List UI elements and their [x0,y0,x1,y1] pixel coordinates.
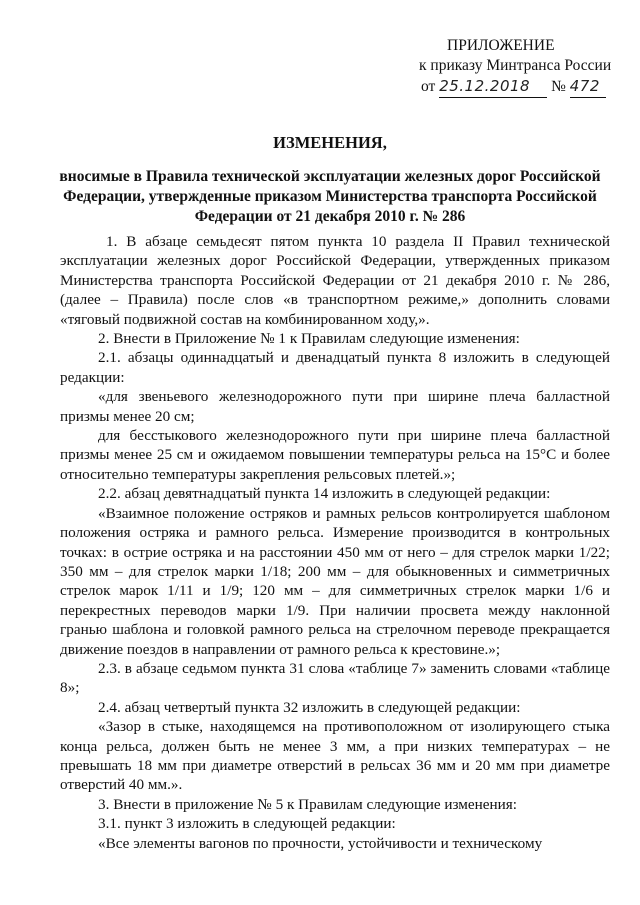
paragraph: 1. В абзаце семьдесят пятом пункта 10 раздела II Правил технической эксплуатации железных дорог Российской Федерации, утвержденных приказом Министерства транспорта Российской Федерации от 21 декабря 2010 г. № 286, (далее – Правила) после слов «в транспортном режиме,» дополнить словами «тяговый подвижной состав на комбинированном ходу,». [60,233,610,328]
paragraph: «Все элементы вагонов по прочности, устойчивости и техническому [98,834,543,852]
paragraph: 3. Внести в приложение № 5 к Правилам следующие изменения: [98,795,517,813]
annex-order-line: к приказу Минтранса России [419,57,612,74]
paragraph: 3.1. пункт 3 изложить в следующей редакции: [98,815,396,833]
annex-from-label: от [421,78,436,95]
paragraph: «Зазор в стыке, находящемся на противоположном от изолирующего стыка конца рельса, должен быть не менее 3 мм, а при низких температурах – не превышать 18 мм при диаметре отверстий в рельсах 36 мм и 20 мм при диаметре отверстий 40 мм.». [60,718,610,794]
paragraph: 2.3. в абзаце седьмом пункта 31 слова «таблице 7» заменить словами «таблице 8»; [60,659,610,697]
heading-subtitle-line: вносимые в Правила технической эксплуатации железных дорог Российской [59,168,601,185]
handwritten-number: 472 [569,77,600,95]
annex-block [415,36,625,98]
heading-subtitle-line: Федерации от 21 декабря 2010 г. № 286 [194,208,466,225]
paragraph: «Взаимное положение остряков и рамных рельсов контролируется шаблоном положения остряка и рамного рельса. Измерение производится в контрольных точках: в острие остряка и на расстоянии 450 мм от него – для стрелок марки 1/22; 350 мм – для стрелок марки 1/18; 200 мм – для обыкновенных и симметричных стрелок марок 1/11 и 1/9; 120 мм – для симметричных стрелок марки 1/6 и перекрестных переводов марки 1/9. При наличии просвета между наклонной гранью шаблона и головкой рамного рельса на стрелочном переводе прекращается движение поездов в направлении от рамного рельса к крестовине.»; [60,504,610,658]
annex-title: ПРИЛОЖЕНИЕ [447,37,555,54]
annex-date-line [415,76,625,98]
annex-number-label: № [551,78,566,95]
paragraph: 2.1. абзацы одиннадцатый и двенадцатый пункта 8 изложить в следующей редакции: [60,349,610,386]
paragraph: 2.4. абзац четвертый пункта 32 изложить в следующей редакции: [98,698,521,716]
number-underline [570,76,606,98]
document-body [60,232,610,853]
heading-title: ИЗМЕНЕНИЯ, [273,133,387,152]
paragraph: «для звеньевого железнодорожного пути при ширине плеча балластной призмы менее 20 см; [60,388,610,425]
heading-subtitle-line: Федерации, утвержденные приказом Министерства транспорта Российской [63,188,597,205]
paragraph: 2. Внести в Приложение № 1 к Правилам следующие изменения: [98,330,520,348]
date-underline [439,76,547,98]
paragraph: для бесстыкового железнодорожного пути при ширине плеча балластной призмы менее 25 см и ожидаемом повышении температуры рельса на 15°С и более относительно температуры закрепления рельсовых плетей.»; [60,427,610,483]
document-heading [40,133,620,227]
paragraph: 2.2. абзац девятнадцатый пункта 14 изложить в следующей редакции: [98,485,551,503]
handwritten-date: 25.12.2018 [439,77,531,95]
